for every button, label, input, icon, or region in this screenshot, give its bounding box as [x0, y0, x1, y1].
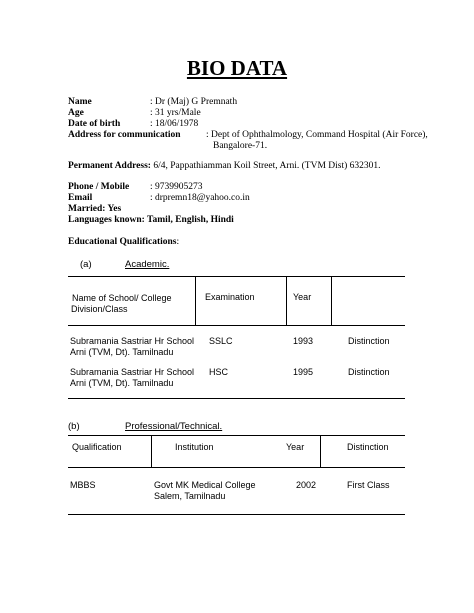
academic-header-year: Year: [293, 292, 312, 302]
academic-header-school-line2: Division/Class: [71, 304, 128, 314]
professional-row-1-institution-line1: Govt MK Medical College: [154, 480, 256, 490]
academic-row-2-year: 1995: [293, 367, 314, 377]
languages-value: Tamil, English, Hindi: [147, 215, 234, 225]
professional-header-qualification: Qualification: [72, 442, 122, 452]
academic-row-2-school-line1: Subramania Sastriar Hr School: [70, 367, 195, 377]
professional-table-top-border: [68, 435, 405, 436]
education-heading-colon: :: [176, 237, 180, 247]
academic-row-1-year: 1993: [293, 336, 314, 346]
phone-value: : 9739905273: [150, 182, 203, 192]
page-title: BIO DATA: [186, 56, 288, 80]
academic-header-bottom-border: [68, 325, 405, 326]
address-line-2: Bangalore-71.: [213, 141, 268, 151]
academic-row-1-exam: SSLC: [209, 336, 233, 346]
name-value: : Dr (Maj) G Premnath: [150, 97, 238, 107]
academic-table-bottom-border: [68, 398, 405, 399]
academic-row-1-school-line2: Arni (TVM, Dt). Tamilnadu: [70, 347, 174, 357]
academic-table-top-border: [68, 276, 405, 277]
professional-header-distinction: Distinction: [347, 442, 389, 452]
academic-row-2-school-line2: Arni (TVM, Dt). Tamilnadu: [70, 378, 174, 388]
professional-col-divider-2: [320, 436, 321, 467]
academic-col-divider-3: [331, 277, 332, 325]
name-label: Name: [68, 97, 92, 107]
academic-label: Academic.: [125, 259, 170, 270]
professional-row-1-qualification: MBBS: [70, 480, 96, 490]
professional-marker: (b): [68, 421, 80, 432]
professional-table-bottom-border: [68, 514, 405, 515]
professional-header-bottom-border: [68, 467, 405, 468]
academic-row-1-result: Distinction: [348, 336, 390, 346]
academic-marker: (a): [80, 259, 92, 270]
languages-label: Languages known:: [68, 215, 145, 225]
academic-row-2-result: Distinction: [348, 367, 390, 377]
email-label: Email: [68, 193, 93, 203]
academic-col-divider-1: [195, 277, 196, 325]
permanent-address: [68, 161, 381, 171]
academic-col-divider-2: [286, 277, 287, 325]
academic-row-1-school-line1: Subramania Sastriar Hr School: [70, 336, 195, 346]
professional-header-institution: Institution: [175, 442, 214, 452]
dob-value: : 18/06/1978: [150, 119, 199, 129]
permanent-address-value: 6/4, Pappathiamman Koil Street, Arni. (TVM Dist) 632301.: [153, 161, 381, 171]
professional-row-1-result: First Class: [347, 480, 390, 490]
professional-row-1-year: 2002: [296, 480, 317, 490]
education-heading-text: Educational Qualifications: [68, 237, 177, 247]
academic-row-2-exam: HSC: [209, 367, 229, 377]
professional-label: Professional/Technical.: [125, 421, 223, 432]
phone-label: Phone / Mobile: [68, 182, 130, 192]
permanent-address-label: Permanent Address:: [68, 161, 151, 171]
address-label: Address for communication: [68, 130, 181, 140]
languages: [68, 215, 234, 225]
email-value: : drpremn18@yahoo.co.in: [150, 193, 250, 203]
age-label: Age: [68, 108, 84, 118]
address-line-1: : Dept of Ophthalmology, Command Hospital (Air Force),: [206, 130, 428, 140]
academic-header-exam: Examination: [205, 292, 255, 302]
married-status: Married: Yes: [68, 204, 122, 214]
age-value: : 31 yrs/Male: [150, 108, 201, 118]
professional-row-1-institution-line2: Salem, Tamilnadu: [154, 491, 226, 501]
academic-header-school-line1: Name of School/ College: [72, 293, 172, 303]
professional-col-divider-1: [151, 436, 152, 467]
professional-header-year: Year: [286, 442, 305, 452]
education-heading: [68, 237, 179, 247]
dob-label: Date of birth: [68, 119, 121, 129]
